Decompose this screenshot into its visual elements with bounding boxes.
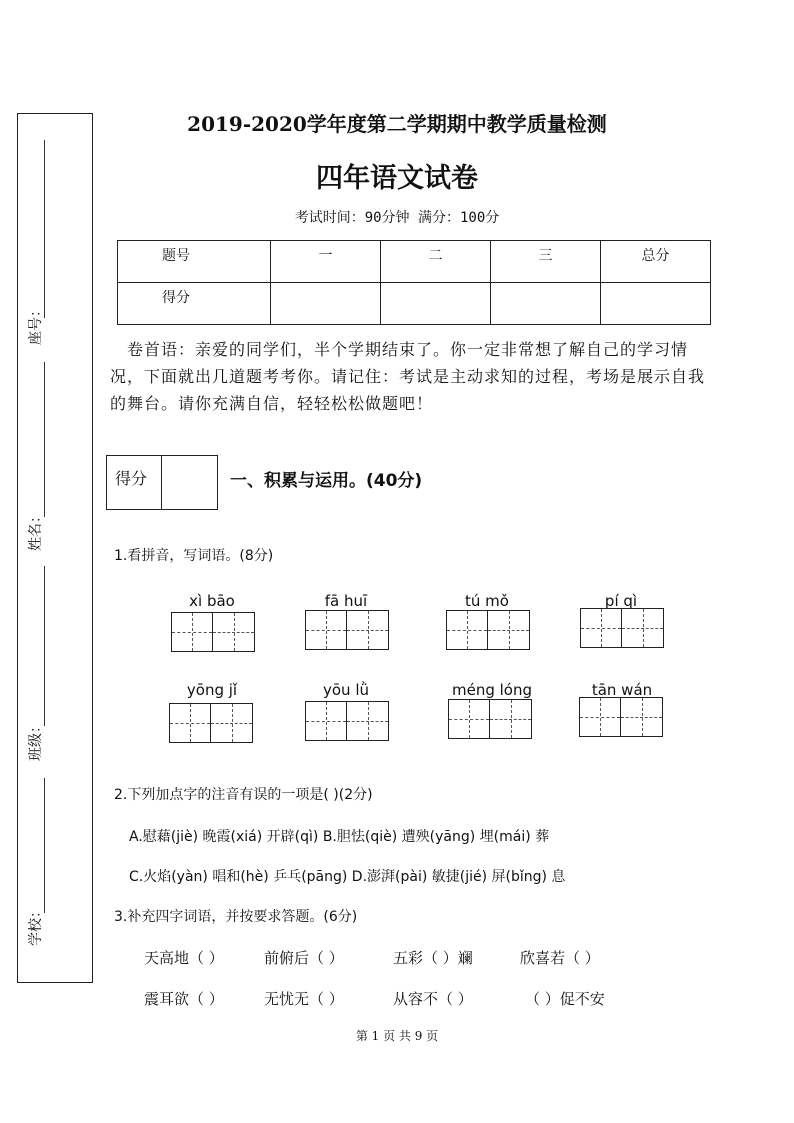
seat-line-lower	[44, 362, 45, 517]
name-line	[44, 566, 45, 726]
writing-grid[interactable]	[579, 697, 663, 737]
table-header-cell: 三	[491, 241, 601, 283]
idiom-blank: （ ）促不安	[525, 990, 605, 1008]
pinyin-label: fā huī	[324, 592, 368, 610]
pinyin-label: yōng jǐ	[186, 681, 238, 699]
table-row-label: 得分	[118, 283, 271, 325]
pinyin-label: xì bāo	[189, 592, 235, 610]
table-header-cell: 一	[271, 241, 381, 283]
writing-grid[interactable]	[305, 610, 389, 650]
preface-text: 卷首语：亲爱的同学们，半个学期结束了。你一定非常想了解自己的学习情况，下面就出几道题考考你。请记住：考试是主动求知的过程，考场是展示自我的舞台。请你充满自信，轻轻松松做题吧！	[110, 340, 706, 413]
writing-grid[interactable]	[171, 612, 255, 652]
seat-label: 座号：	[28, 303, 44, 345]
score-cell[interactable]	[600, 283, 710, 325]
section-title: 一、积累与运用。(40分)	[230, 471, 423, 491]
pinyin-label: tān wán	[591, 681, 653, 699]
question-2-options-cd: C.火焰(yàn) 唱和(hè) 乒乓(pāng) D.澎湃(pài) 敏捷(jié) 屏(bǐng) 息	[129, 869, 566, 885]
school-label: 学校：	[28, 904, 44, 946]
question-3: 3.补充四字词语，并按要求答题。(6分)	[114, 909, 358, 925]
document-subtitle: 四年语文试卷	[316, 163, 478, 194]
writing-grid[interactable]	[169, 703, 253, 743]
class-label: 班级：	[28, 719, 44, 761]
score-cell[interactable]	[381, 283, 491, 325]
question-1: 1.看拼音，写词语。(8分)	[114, 548, 274, 564]
score-cell[interactable]	[271, 283, 381, 325]
table-row	[118, 241, 711, 283]
name-label: 姓名：	[28, 509, 44, 551]
pinyin-label: yōu lǜ	[322, 681, 369, 699]
question-2-options-ab: A.慰藉(jiè) 晚霞(xiá) 开辟(qì) B.胆怯(qiè) 遭殃(yāng) 埋(mái) 葬	[129, 829, 550, 845]
score-table	[117, 240, 711, 325]
writing-grid[interactable]	[580, 608, 664, 648]
section-score-box	[106, 455, 218, 510]
writing-grid[interactable]	[448, 699, 532, 739]
pinyin-label: pí qì	[604, 592, 638, 610]
idiom-blank: 震耳欲（ ）	[144, 990, 224, 1008]
document-title: 2019-2020学年度第二学期期中教学质量检测	[187, 112, 607, 136]
idiom-blank: 从容不（ ）	[393, 990, 473, 1008]
score-cell[interactable]	[491, 283, 601, 325]
table-header-cell: 题号	[118, 241, 271, 283]
section-score-label: 得分	[107, 456, 162, 509]
section-score-field[interactable]	[162, 456, 217, 509]
pinyin-label: méng lóng	[451, 681, 532, 699]
table-row	[118, 283, 711, 325]
idiom-blank: 五彩（ ）斓	[393, 949, 473, 967]
page-footer: 第 1 页 共 9 页	[355, 1029, 439, 1043]
class-line	[44, 778, 45, 913]
question-2: 2.下列加点字的注音有误的一项是( )(2分)	[114, 787, 373, 803]
pinyin-label: tú mǒ	[465, 592, 509, 610]
writing-grid[interactable]	[446, 610, 530, 650]
idiom-blank: 欣喜若（ ）	[520, 949, 600, 967]
exam-info: 考试时间：90分钟 满分：100分	[294, 210, 500, 226]
idiom-blank: 前俯后（ ）	[264, 949, 344, 967]
idiom-blank: 无忧无（ ）	[264, 990, 344, 1008]
idiom-blank: 天高地（ ）	[144, 949, 224, 967]
table-header-cell: 总分	[600, 241, 710, 283]
writing-grid[interactable]	[305, 701, 389, 741]
table-header-cell: 二	[381, 241, 491, 283]
